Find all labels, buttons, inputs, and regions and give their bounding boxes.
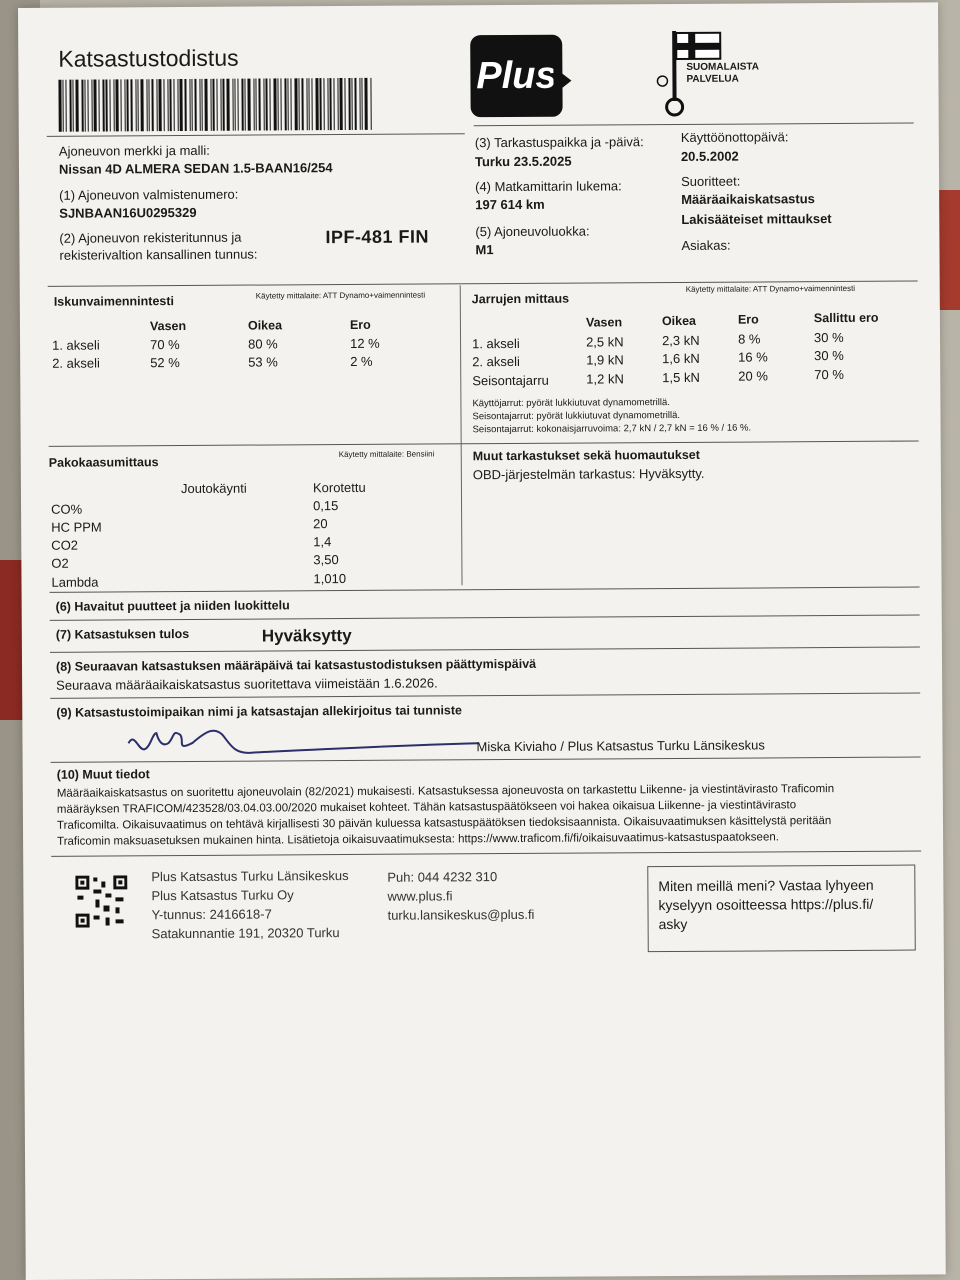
shock-row-label: 2. akseli <box>52 355 100 371</box>
barcode-bar <box>163 79 164 131</box>
barcode-bar <box>329 78 331 130</box>
sp-line-2: PALVELUA <box>686 73 739 85</box>
other-checks-text: OBD-järjestelmän tarkastus: Hyväksytty. <box>472 465 705 483</box>
barcode-bar <box>93 80 96 132</box>
inspection-result: Hyväksytty <box>261 625 352 646</box>
place-value: Turku 23.5.2025 <box>474 153 572 170</box>
barcode-bar <box>87 80 88 132</box>
brake-row-diff: 8 % <box>737 331 761 347</box>
footer-contact <box>387 867 534 925</box>
section-9-title: (9) Katsastustoimipaikan nimi ja katsastajan allekirjoitus tai tunniste <box>56 703 463 720</box>
brakes-header-right: Oikea <box>661 313 697 329</box>
qr-code <box>75 875 127 927</box>
class-label: (5) Ajoneuvoluokka: <box>475 223 590 240</box>
shock-row-left: 52 % <box>150 355 180 371</box>
brake-row-right: 2,3 kN <box>661 332 700 349</box>
survey-line: asky <box>658 915 688 933</box>
shock-device: Käytetty mittalaite: ATT Dynamo+vaimennintesti <box>255 290 426 301</box>
barcode-bar <box>137 79 138 131</box>
barcode-bar <box>102 79 104 131</box>
shock-title: Iskunvaimennintesti <box>53 294 175 309</box>
brakes-device: Käytetty mittalaite: ATT Dynamo+vaimennintesti <box>685 283 856 294</box>
barcode-bar <box>255 79 256 131</box>
barcode-bar <box>194 79 196 131</box>
exhaust-device: Käytetty mittalaite: Bensiini <box>338 449 435 460</box>
shock-row-diff: 2 % <box>350 353 373 369</box>
column-divider <box>460 285 463 585</box>
divider <box>47 133 465 137</box>
plus-logo-tail <box>553 67 571 95</box>
exhaust-row-label: O2 <box>51 555 69 571</box>
divider <box>50 647 920 653</box>
plus-logo-text: Plus <box>476 54 557 97</box>
exhaust-row-value: 1,4 <box>313 534 332 550</box>
barcode-bar <box>75 80 78 132</box>
barcode-bar <box>244 79 245 131</box>
brakes-header-left: Vasen <box>585 315 623 330</box>
barcode-bar <box>354 78 356 130</box>
brake-row-allowed: 70 % <box>814 366 844 383</box>
barcode-bar <box>216 79 217 131</box>
performed-label: Suoritteet: <box>681 173 741 189</box>
barcode-bar <box>344 78 345 130</box>
barcode-bar <box>319 78 321 130</box>
other-checks-title: Muut tarkastukset sekä huomautukset <box>472 447 700 464</box>
odometer-value: 197 614 km <box>475 196 545 213</box>
performed-value-2: Lakisääteiset mittaukset <box>681 211 832 227</box>
barcode-bar <box>301 78 303 130</box>
barcode-bar <box>237 79 238 131</box>
make-label: Ajoneuvon merkki ja malli: <box>58 142 210 159</box>
make-value: Nissan 4D ALMERA SEDAN 1.5-BAAN16/254 <box>58 160 333 177</box>
brake-row-label: Seisontajarru <box>472 372 549 389</box>
place-label: (3) Tarkastuspaikka ja -päivä: <box>474 134 644 151</box>
inspection-certificate <box>18 2 946 1280</box>
class-value: M1 <box>475 242 494 258</box>
barcode-bar <box>222 79 224 131</box>
exhaust-col-idle: Joutokäynti <box>180 480 247 497</box>
barcode-bar <box>184 79 186 131</box>
brake-notes <box>472 396 751 437</box>
barcode-bar <box>308 78 309 130</box>
barcode-bar <box>72 80 73 132</box>
shock-header-diff: Ero <box>349 317 371 332</box>
section-10-text <box>57 781 917 850</box>
footer-website-link[interactable]: www.plus.fi <box>387 888 453 904</box>
brake-note: Seisontajarrut: kokonaisjarruvoima: 2,7 kN / 2,7 kN = 16 % / 16 %. <box>472 422 752 436</box>
section-8-title: (8) Seuraavan katsastuksen määräpäivä tai katsastustodistuksen päättymispäivä <box>55 656 537 674</box>
barcode-bar <box>115 79 118 131</box>
divider <box>474 123 914 127</box>
barcode-bar <box>315 78 318 130</box>
divider <box>51 850 921 856</box>
next-inspection-text: Seuraava määräaikaiskatsastus suoritettava viimeistään 1.6.2026. <box>56 675 438 693</box>
barcode-bar <box>364 78 367 130</box>
barcode-bar <box>169 79 171 131</box>
brake-row-allowed: 30 % <box>813 329 844 346</box>
barcode-bar <box>204 79 207 131</box>
barcode-bar <box>280 78 281 130</box>
exhaust-row-label: CO2 <box>51 537 79 553</box>
performed-value-1: Määräaikaiskatsastus <box>681 191 815 207</box>
barcode-bar <box>65 80 66 132</box>
barcode-bar <box>201 79 202 131</box>
legal-line: Traficomilta. Oikaisuvaatimus on tehtävä kirjallisesti 30 päivän kuluessa katsastuspäätöksen tiedoksisaannista. Oikaisuvaatimuksen käsittelystä peritään <box>56 815 832 832</box>
barcode-bar <box>234 79 235 131</box>
divider <box>50 587 920 593</box>
barcode-bar <box>84 80 85 132</box>
brake-note: Käyttöjarrut: pyörät lukkiutuvat dynamometrillä. <box>472 397 670 410</box>
brake-row-diff: 20 % <box>738 368 768 384</box>
barcode-bar <box>173 79 174 131</box>
brakes-header-allowed: Sallittu ero <box>813 310 879 326</box>
reg-label-1: (2) Ajoneuvon rekisteritunnus ja <box>59 229 242 246</box>
barcode-bar <box>294 78 297 130</box>
odometer-label: (4) Matkamittarin lukema: <box>475 178 622 195</box>
brakes-header-diff: Ero <box>737 312 759 327</box>
divider <box>50 693 920 699</box>
exhaust-row-value: 20 <box>313 516 328 532</box>
barcode-bar <box>120 79 121 131</box>
barcode-bar <box>130 79 132 131</box>
barcode-bar <box>62 80 63 132</box>
brake-row-left: 1,9 kN <box>586 352 624 368</box>
intro-date-value: 20.5.2002 <box>680 148 739 164</box>
barcode-bar <box>361 78 362 130</box>
footer-phone: Puh: 044 4232 310 <box>387 869 498 885</box>
barcode-bar <box>323 78 324 130</box>
brake-row-right: 1,6 kN <box>662 350 700 367</box>
barcode-bar <box>98 80 99 132</box>
barcode-bar <box>109 79 110 131</box>
barcode-bar <box>148 79 149 131</box>
footer-line: Satakunnantie 191, 20320 Turku <box>151 925 340 942</box>
footer-email-link[interactable]: turku.lansikeskus@plus.fi <box>387 906 535 923</box>
brake-row-label: 1. akseli <box>472 335 520 352</box>
barcode-bar <box>212 79 214 131</box>
brakes-title: Jarrujen mittaus <box>471 291 570 307</box>
exhaust-col-raised: Korotettu <box>312 479 366 496</box>
survey-line: Miten meillä meni? Vastaa lyhyeen <box>658 876 874 895</box>
section-7-title: (7) Katsastuksen tulos <box>55 626 190 642</box>
shock-header-right: Oikea <box>247 318 283 333</box>
brake-row-label: 2. akseli <box>472 353 520 370</box>
suomalaista-palvelua-text <box>686 61 759 85</box>
inspector-name: Miska Kiviaho / Plus Katsastus Turku Länsikeskus <box>476 737 765 755</box>
legal-line: Traficomin maksuasetuksen mukainen hinta. Lisätietoja oikaisuvaatimuksesta: https://www.traficom.fi/fi/oikaisuvaatimus-katsastuspaatokseen. <box>57 831 779 848</box>
barcode-bar <box>58 80 61 132</box>
brake-row-left: 1,2 kN <box>586 371 624 387</box>
barcode-bar <box>126 79 128 131</box>
shock-row-left: 70 % <box>150 337 180 353</box>
barcode-bar <box>191 79 192 131</box>
exhaust-title: Pakokaasumittaus <box>48 455 159 470</box>
inspector-signature <box>122 719 482 761</box>
exhaust-row-value: 3,50 <box>313 552 339 568</box>
registration-number: IPF-481 FIN <box>325 226 429 248</box>
shock-header-left: Vasen <box>149 318 187 334</box>
barcode-bar <box>179 79 182 131</box>
brake-row-left: 2,5 kN <box>586 334 624 350</box>
barcode-bar <box>370 78 371 130</box>
barcode-bar <box>277 78 278 130</box>
exhaust-row-label: Lambda <box>51 574 99 590</box>
barcode-bar <box>311 78 312 130</box>
barcode-bar <box>226 79 229 131</box>
barcode-bar <box>273 78 276 130</box>
shock-row-right: 80 % <box>248 336 278 352</box>
barcode-bar <box>269 78 270 130</box>
plus-logo <box>470 35 562 118</box>
barcode-bar <box>287 78 288 130</box>
legal-line: määräyksen TRAFICOM/423528/03.04.03.00/2020 mukaiset kohteet. Tähän katsastuspäätökseen voi hakea oikaisua Liikenne- ja viestintävirasto <box>56 799 797 816</box>
section-6-title: (6) Havaitut puutteet ja niiden luokittelu <box>55 598 290 614</box>
barcode-bar <box>151 79 153 131</box>
sp-line-1: SUOMALAISTA <box>686 61 760 73</box>
survey-box <box>647 865 916 953</box>
legal-line: Määräaikaiskatsastus on suoritettu ajoneuvolain (82/2021) mukaisesti. Katsastuksessa ajoneuvosta on tarkastettu Liikenne- ja viestintävirasto Traficomin <box>56 783 835 800</box>
barcode-bar <box>351 78 352 130</box>
footer-company <box>151 866 349 943</box>
survey-line: kyselyyn osoitteessa https://plus.fi/ <box>658 895 874 914</box>
barcode-bar <box>81 80 83 132</box>
reg-label-2: rekisterivaltion kansallinen tunnus: <box>59 246 258 263</box>
barcode-bar <box>69 80 71 132</box>
barcode-bar <box>290 78 291 130</box>
divider <box>49 441 919 447</box>
barcode-bar <box>258 79 260 131</box>
barcode-bar <box>298 78 299 130</box>
document-title: Katsastustodistus <box>58 44 239 72</box>
barcode-bar <box>241 79 243 131</box>
vin-value: SJNBAAN16U0295329 <box>59 204 197 221</box>
barcode-bar <box>333 78 334 130</box>
barcode-bar <box>158 79 161 131</box>
brake-row-diff: 16 % <box>738 349 768 365</box>
brake-row-allowed: 30 % <box>814 347 844 364</box>
barcode-bar <box>348 78 350 130</box>
barcode-bar <box>339 78 342 130</box>
exhaust-row-label: CO% <box>51 501 83 517</box>
footer-line: Plus Katsastus Turku Länsikeskus <box>151 867 349 885</box>
customer-label: Asiakas: <box>681 237 731 253</box>
shock-row-right: 53 % <box>248 354 278 370</box>
exhaust-row-value: 1,010 <box>313 571 347 587</box>
vin-label: (1) Ajoneuvon valmistenumero: <box>59 186 239 203</box>
barcode-bar <box>105 79 107 131</box>
exhaust-row-label: HC PPM <box>51 519 102 535</box>
shock-row-label: 1. akseli <box>52 337 100 353</box>
footer-line: Plus Katsastus Turku Oy <box>151 887 294 904</box>
barcode-bar <box>247 79 250 131</box>
footer-line: Y-tunnus: 2416618-7 <box>151 906 272 923</box>
shock-row-diff: 12 % <box>350 335 380 351</box>
barcode-bar <box>284 78 286 130</box>
divider <box>50 615 920 621</box>
barcode <box>58 77 428 131</box>
barcode-bar <box>140 79 143 131</box>
section-10-title: (10) Muut tiedot <box>56 767 150 782</box>
brake-row-right: 1,5 kN <box>662 369 700 386</box>
brake-note: Seisontajarrut: pyörät lukkiutuvat dynamometrillä. <box>472 409 681 423</box>
intro-date-label: Käyttöönottopäivä: <box>680 129 789 145</box>
barcode-bar <box>265 78 267 130</box>
exhaust-row-value: 0,15 <box>313 498 339 514</box>
